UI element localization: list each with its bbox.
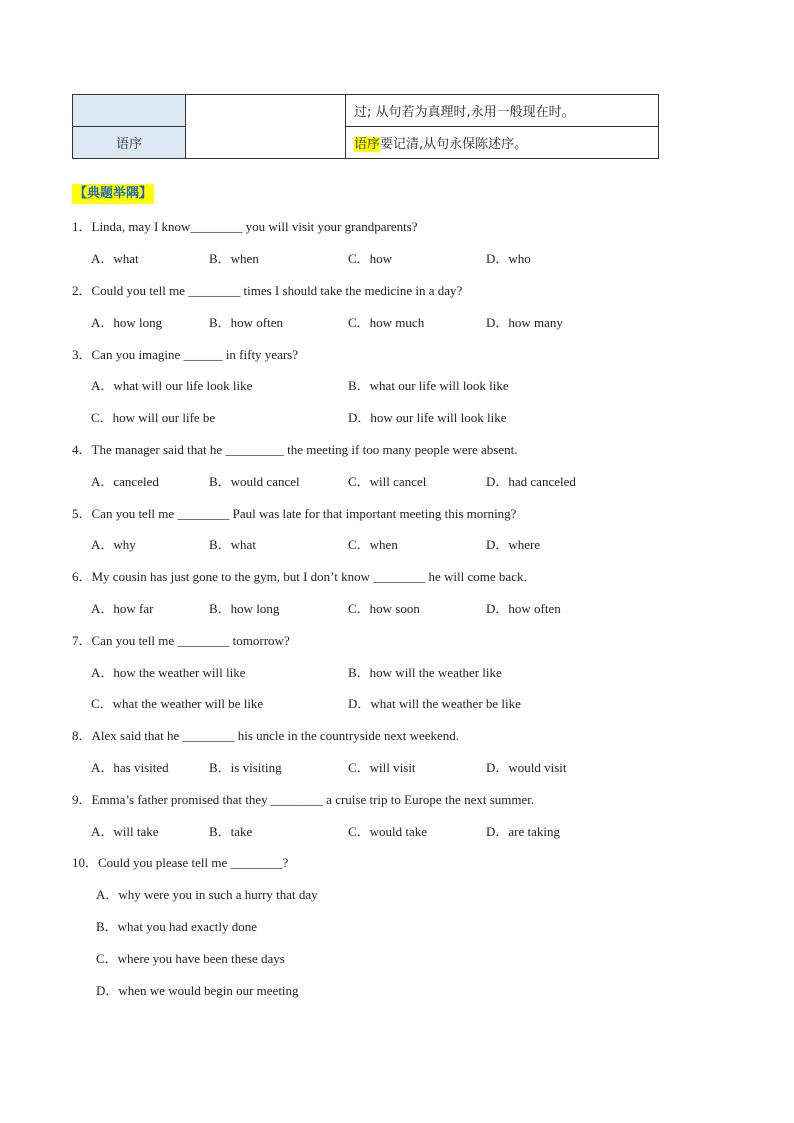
option-c[interactable]: C．how soon (348, 601, 420, 616)
question-stem: 3．Can you imagine ______ in fifty years? (72, 347, 299, 362)
question-stem: 1．Linda, may I know________ you will visit your grandparents? (72, 219, 418, 234)
option-a[interactable]: A．why (91, 537, 136, 552)
option-a[interactable]: A．how the weather will like (91, 665, 246, 680)
option-b[interactable]: B．when (209, 251, 259, 266)
question-stem: 5．Can you tell me ________ Paul was late for that important meeting this morning? (72, 506, 517, 521)
option-b[interactable]: B．what you had exactly done (96, 919, 258, 934)
question-stem: 10．Could you please tell me ________? (72, 855, 289, 870)
table-cell-rule (346, 127, 659, 159)
option-d[interactable]: D．had canceled (486, 474, 576, 489)
table-row (73, 95, 659, 127)
table-cell-empty (186, 95, 346, 159)
option-d[interactable]: D．when we would begin our meeting (96, 983, 299, 998)
option-b[interactable]: B．take (209, 824, 253, 839)
table-row (73, 127, 659, 159)
option-c[interactable]: C．what the weather will be like (91, 696, 264, 711)
option-c[interactable]: C．how (348, 251, 393, 266)
question-stem: 8．Alex said that he ________ his uncle in the countryside next weekend. (72, 728, 460, 743)
option-a[interactable]: A．what will our life look like (91, 378, 253, 393)
option-a[interactable]: A．will take (91, 824, 159, 839)
option-d[interactable]: D．how often (486, 601, 561, 616)
rule-text: 要记清,从句永保陈述序。 (380, 137, 528, 152)
option-a[interactable]: A．why were you in such a hurry that day (96, 887, 318, 902)
option-d[interactable]: D．what will the weather be like (348, 696, 521, 711)
option-b[interactable]: B．is visiting (209, 760, 282, 775)
option-c[interactable]: C．where you have been these days (96, 951, 285, 966)
option-b[interactable]: B．how long (209, 601, 280, 616)
section-title: 【典题举隅】 (72, 184, 154, 204)
option-d[interactable]: D．who (486, 251, 531, 266)
option-b[interactable]: B．what (209, 537, 256, 552)
table-cell-label: 语序 (73, 127, 186, 159)
option-a[interactable]: A．what (91, 251, 139, 266)
highlighted-text: 语序 (354, 137, 381, 152)
option-d[interactable]: D．how many (486, 315, 563, 330)
option-d[interactable]: D．would visit (486, 760, 567, 775)
grammar-summary-table (72, 94, 659, 159)
option-b[interactable]: B．what our life will look like (348, 378, 509, 393)
question-stem: 4．The manager said that he _________ the meeting if too many people were absent. (72, 442, 518, 457)
option-c[interactable]: C．would take (348, 824, 428, 839)
option-d[interactable]: D．where (486, 537, 541, 552)
question-stem: 2．Could you tell me ________ times I should take the medicine in a day? (72, 283, 463, 298)
question-stem: 7．Can you tell me ________ tomorrow? (72, 633, 290, 648)
question-stem: 9．Emma’s father promised that they ________ a cruise trip to Europe the next summer. (72, 792, 535, 807)
option-b[interactable]: B．would cancel (209, 474, 300, 489)
option-a[interactable]: A．how far (91, 601, 154, 616)
option-a[interactable]: A．canceled (91, 474, 159, 489)
option-a[interactable]: A．how long (91, 315, 163, 330)
option-c[interactable]: C．how much (348, 315, 425, 330)
table-cell-rule: 过; 从句若为真理时,永用一般现在时。 (346, 95, 659, 127)
table-cell-label (73, 95, 186, 127)
option-d[interactable]: D．how our life will look like (348, 410, 507, 425)
option-b[interactable]: B．how often (209, 315, 284, 330)
option-a[interactable]: A．has visited (91, 760, 169, 775)
option-c[interactable]: C．how will our life be (91, 410, 216, 425)
question-stem: 6．My cousin has just gone to the gym, but I don’t know ________ he will come back. (72, 569, 527, 584)
option-c[interactable]: C．will cancel (348, 474, 427, 489)
option-c[interactable]: C．when (348, 537, 398, 552)
option-b[interactable]: B．how will the weather like (348, 665, 502, 680)
option-c[interactable]: C．will visit (348, 760, 416, 775)
option-d[interactable]: D．are taking (486, 824, 561, 839)
